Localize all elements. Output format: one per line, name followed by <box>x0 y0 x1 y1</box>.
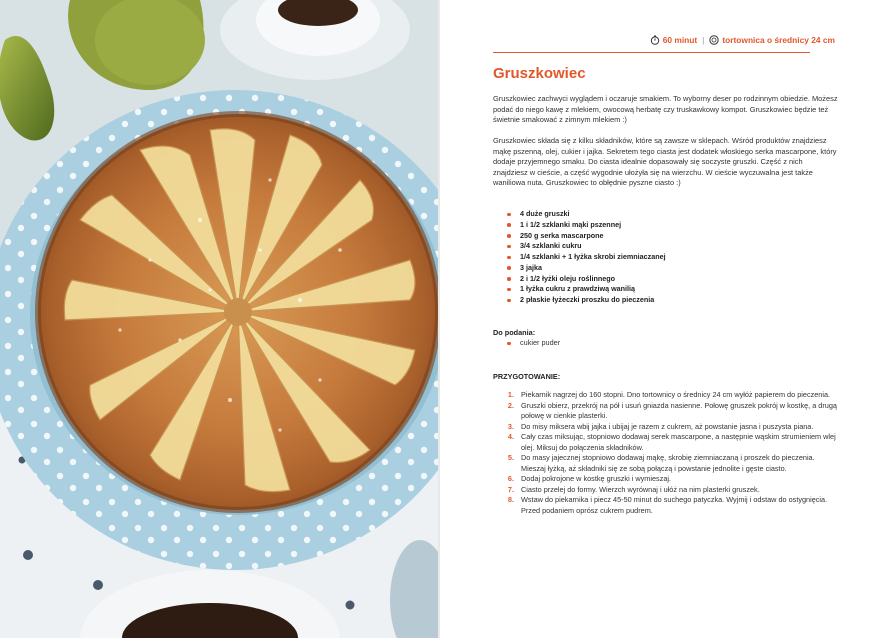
step-item: 7. Ciasto przelej do formy. Wierzch wyrównaj i ułóż na nim plasterki gruszek. <box>507 484 760 494</box>
ingredient-item: 1/4 szklanki + 1 łyżka skrobi ziemniaczanej <box>505 252 666 263</box>
recipe-title: Gruszkowiec <box>493 65 586 82</box>
step-item: 4. Cały czas miksując, stopniowo dodawaj serek mascarpone, a następnie wąskim strumieniem wlej olej. Miksuj do połączenia składników. <box>507 432 836 452</box>
ingredient-item: 1 łyżka cukru z prawdziwą wanilią <box>505 284 666 295</box>
intro-paragraph-1: Gruszkowiec zachwyci wyglądem i oczaruje smakiem. To wyborny deser po rodzinnym obiedzie. Możesz podać do niego kawę z mlekiem, owocową herbatę czy truskawkowy kompot. Gruszkowiec będzie też świetnie smakować z zimnym mlekiem :) <box>493 94 838 125</box>
step-item: 2. Gruszki obierz, przekrój na pół i usuń gniazda nasienne. Połowę gruszek pokrój w kostkę, a drugą połowę w cienkie plasterki. <box>507 400 837 421</box>
ingredient-item: 2 płaskie łyżeczki proszku do pieczenia <box>505 295 666 306</box>
cake-pan-icon <box>709 35 719 45</box>
serving-item: cukier puder <box>505 338 560 349</box>
timer-icon <box>650 35 660 45</box>
preparation-steps <box>493 390 839 517</box>
serving-heading: Do podania: <box>493 328 536 337</box>
recipe-meta <box>650 35 835 45</box>
ingredient-item: 3/4 szklanki cukru <box>505 241 666 252</box>
step-item: 5. Do masy jajecznej stopniowo dodawaj mąkę, skrobię ziemniaczaną i proszek do pieczenia. Mieszaj łyżką, aż składniki się ze sobą połączą i powstanie jednolite i gęste ciasto. <box>507 453 815 473</box>
recipe-page <box>493 0 839 638</box>
ingredients-list <box>505 209 666 306</box>
ingredient-item: 2 i 1/2 łyżki oleju roślinnego <box>505 274 666 285</box>
ingredient-item: 250 g serka mascarpone <box>505 231 666 242</box>
ingredient-item: 3 jajka <box>505 263 666 274</box>
ingredient-item: 1 i 1/2 szklanki mąki pszennej <box>505 220 666 231</box>
meta-separator: | <box>702 35 705 45</box>
page-gutter <box>438 0 440 638</box>
prep-time: 60 minut <box>662 35 698 45</box>
serving-list <box>505 338 560 349</box>
pan-size: tortownica o średnicy 24 cm <box>722 35 835 45</box>
intro-paragraph-2: Gruszkowiec składa się z kilku składników, które są zawsze w sklepach. Wśród produktów znajdziesz mąkę pszenną, olej, cukier i jajka. Sekretem tego ciasta jest dodatek włoskiego serka mascarpone, który dodaje przyjemnego smaku. Do ciasta idealnie dopasowały się soczyste gruszki. Część z nich znajdziesz w cieście, a część wygodnie ułożyła się na wierzchu. W cieście wyczuwalna jest także waniliowa nuta. Gruszkowiec to obłędnie pyszne ciasto :) <box>493 136 837 188</box>
step-item: 6. Dodaj pokrojone w kostkę gruszki i wymieszaj. <box>507 474 672 484</box>
ingredient-item: 4 duże gruszki <box>505 209 666 220</box>
step-item: 1. Piekarnik nagrzej do 160 stopni. Dno tortownicy o średnicy 24 cm wyłóż papierem do pieczenia. <box>507 390 831 399</box>
step-item: 8. Wstaw do piekarnika i piecz 45-50 minut do suchego patyczka. Wyjmij i odstaw do ostygnięcia. Przed podaniem oprósz cukrem pudrem. <box>507 495 828 516</box>
header-rule <box>493 52 810 53</box>
step-item: 3. Do misy miksera wbij jajka i ubijaj je razem z cukrem, aż powstanie jasna i puszysta piana. <box>507 421 814 431</box>
preparation-heading: PRZYGOTOWANIE: <box>493 372 561 381</box>
pear-cake-photo <box>0 0 438 638</box>
